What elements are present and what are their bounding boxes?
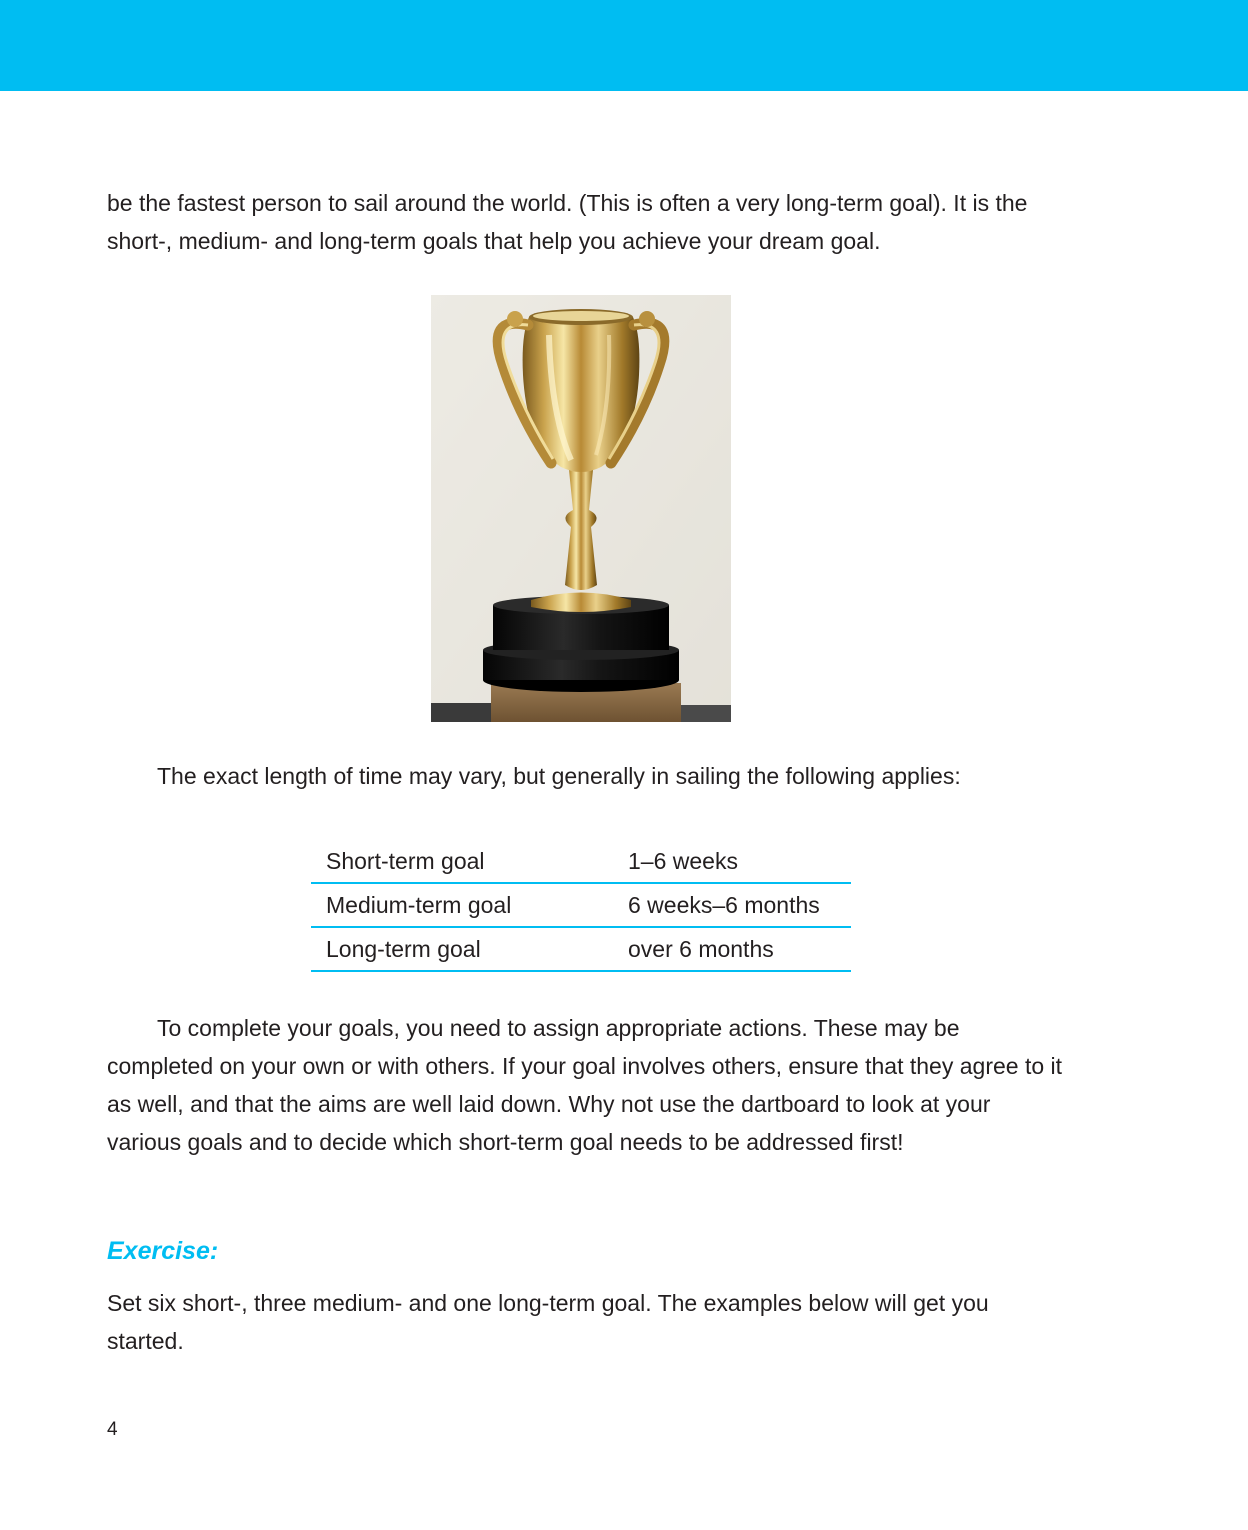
- intro-paragraph: be the fastest person to sail around the world. (This is often a very long-term goal). It is the short-, medium- and long-term goals that help you achieve your dream goal.: [107, 190, 1028, 254]
- page-number: 4: [107, 1419, 118, 1440]
- goal-duration-table: [311, 840, 851, 972]
- duration-cell: over 6 months: [613, 927, 851, 971]
- goal-cell: Long-term goal: [311, 927, 613, 971]
- table-row: [311, 927, 851, 971]
- duration-cell: 1–6 weeks: [613, 840, 851, 883]
- actions-paragraph: To complete your goals, you need to assign appropriate actions. These may be completed on your own or with others. If your goal involves others, ensure that they agree to it as well, and that the aims are well laid down. Why not use the dartboard to look at your various goals and to decide which short-term goal needs to be addressed first!: [107, 1015, 1063, 1155]
- exercise-text: Set six short-, three medium- and one long-term goal. The examples below will get you started.: [107, 1290, 989, 1354]
- exercise-heading: Exercise:: [107, 1237, 219, 1265]
- header-color-band: [0, 0, 1248, 91]
- duration-cell: 6 weeks–6 months: [613, 883, 851, 927]
- table-row: [311, 883, 851, 927]
- table-lead-in: The exact length of time may vary, but generally in sailing the following applies:: [157, 763, 961, 789]
- table-row: [311, 840, 851, 883]
- goal-cell: Short-term goal: [311, 840, 613, 883]
- goal-cell: Medium-term goal: [311, 883, 613, 927]
- trophy-photo: [431, 295, 731, 722]
